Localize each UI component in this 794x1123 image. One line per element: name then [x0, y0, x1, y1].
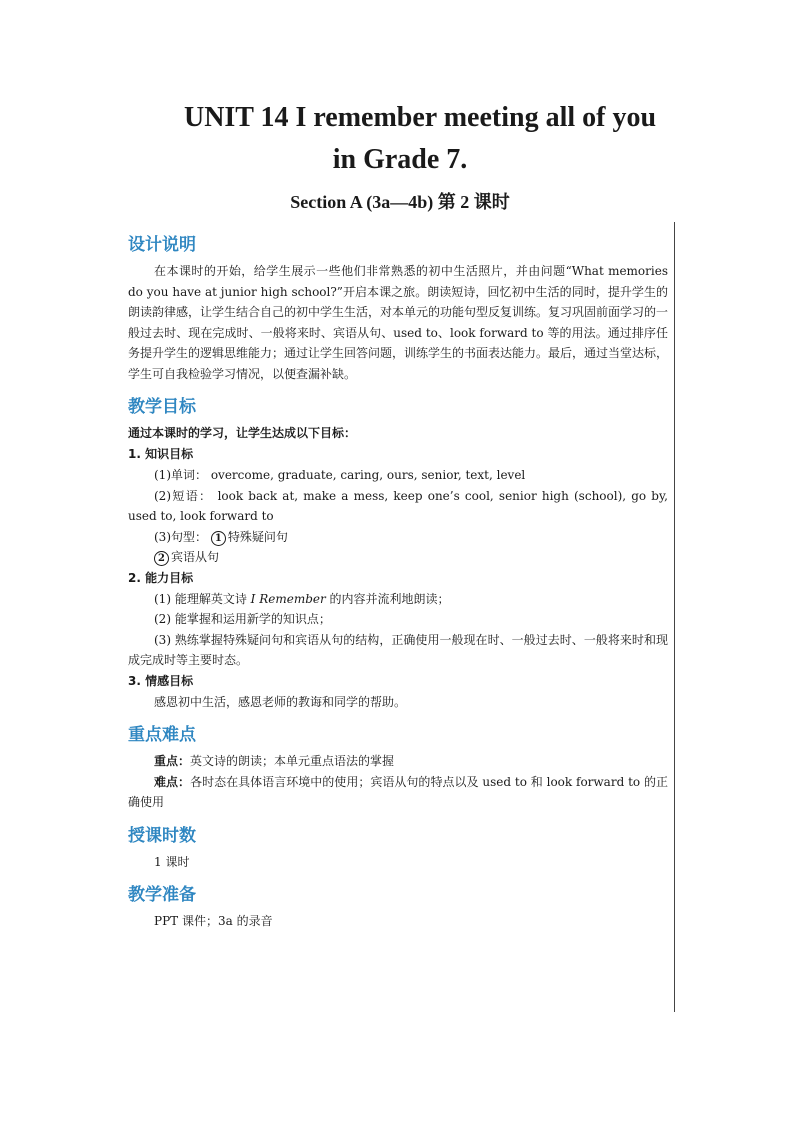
knowledge-title: 1. 知识目标 [128, 447, 194, 461]
ability-1-post: 的内容并流利地朗读； [325, 591, 450, 606]
hours-text: 1 课时 [154, 854, 190, 869]
margin-line [674, 222, 675, 1012]
patterns-label: (3)句型： [154, 529, 211, 544]
phrases-item: (2)短语： look back at, make a mess, keep one’s cool, senior high (school), go by, used to, look forward to [128, 488, 668, 523]
prep-text: PPT 课件；3a 的录音 [154, 914, 273, 928]
emotion-text: 感恩初中生活，感恩老师的教诲和同学的帮助。 [154, 694, 407, 709]
difficult-point [128, 772, 668, 813]
ability-title: 2. 能力目标 [128, 570, 194, 585]
goals-intro: 通过本课时的学习，让学生达成以下目标： [128, 426, 357, 440]
ability-1 [128, 589, 668, 610]
key-point [128, 751, 668, 772]
key-text: 英文诗的朗读；本单元重点语法的掌握 [190, 754, 395, 768]
words-item: (1)单词： overcome, graduate, caring, ours, senior, text, level [154, 468, 526, 482]
page-title-continued: in Grade 7. [332, 144, 468, 175]
pattern-1: 特殊疑问句 [227, 529, 288, 544]
pattern-2: 宾语从句 [171, 550, 220, 564]
heading-key: 重点难点 [128, 725, 196, 745]
poem-title: I Remember [250, 591, 326, 606]
ability-1-pre: (1) 能理解英文诗 [154, 591, 251, 606]
difficult-label: 难点： [154, 774, 191, 789]
heading-hours: 授课时数 [128, 825, 196, 846]
heading-prep: 教学准备 [128, 885, 196, 905]
heading-design: 设计说明 [128, 235, 196, 255]
ability-3: (3) 熟练掌握特殊疑问句和宾语从句的结构，正确使用一般现在时、一般过去时、一般将来时和现成完成时等主要时态。 [128, 632, 668, 667]
section-subtitle: Section A (3a—4b) 第 2 课时 [290, 192, 510, 212]
emotion-title: 3. 情感目标 [128, 673, 194, 688]
circled-number-1: 1 [211, 531, 226, 546]
patterns-item-2 [128, 547, 668, 568]
document-body [128, 228, 668, 932]
page-title: UNIT 14 I remember meeting all of you [183, 102, 657, 133]
patterns-item [128, 527, 668, 548]
circled-number-2: 2 [154, 551, 169, 566]
key-label: 重点： [154, 754, 191, 768]
design-text: 在本课时的开始，给学生展示一些他们非常熟悉的初中生活照片，并由问题“What memories do you have at junior high school?”开启本课之旅。朗读短诗，回忆初中生活的同时，提升学生的朗读韵律感，让学生结合自己的初中学生生活，对本单元的功能句型反复训练。复习巩固前面学习的一般过去时、现在完成时、一般将来时、宾语从句、used to、look forward to 等的用法。通过排序任务提升学生的逻辑思维能力；通过让学生回答问题，训练学生的书面表达能力。最后，通过当堂达标，学生可自我检验学习情况，以便查漏补缺。 [128, 264, 669, 381]
ability-2: (2) 能掌握和运用新学的知识点； [154, 612, 331, 626]
heading-goals: 教学目标 [128, 397, 196, 417]
difficult-text: 各时态在具体语言环境中的使用；宾语从句的特点以及 used to 和 look forward to 的正确使用 [128, 774, 668, 809]
